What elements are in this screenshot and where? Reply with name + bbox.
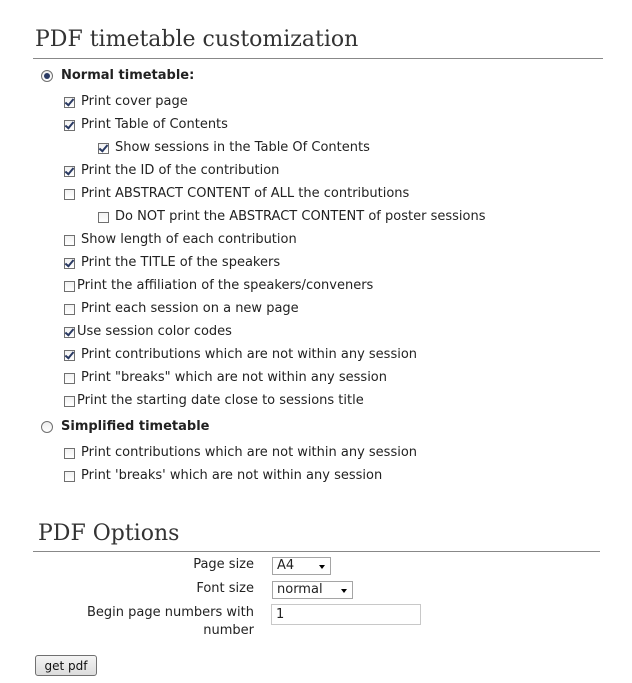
checkbox-icon (64, 189, 75, 200)
chevron-down-icon (319, 565, 325, 569)
simplified-timetable-label: Simplified timetable (61, 419, 210, 434)
checkbox-checked-icon (64, 120, 75, 131)
option-label: Print the starting date close to sessions title (77, 393, 364, 408)
option-label: Print contributions which are not within any session (81, 445, 418, 460)
begin-page-number-label: Begin page numbers with number (87, 605, 254, 638)
option-label: Print each session on a new page (81, 301, 299, 316)
option-label: Show length of each contribution (81, 232, 297, 247)
checkbox-checked-icon (64, 350, 75, 361)
checkbox-icon (64, 471, 75, 482)
checkbox-icon (64, 281, 75, 292)
option-label: Print "breaks" which are not within any session (81, 370, 388, 385)
title-divider (33, 58, 603, 59)
option-label: Print Table of Contents (81, 117, 228, 132)
simplified-option-breaks[interactable] (64, 467, 382, 485)
page-size-value: A4 (277, 558, 295, 573)
checkbox-checked-icon (64, 97, 75, 108)
checkbox-icon (64, 448, 75, 459)
simplified-option-contributions[interactable] (64, 444, 417, 462)
option-cover-page[interactable] (64, 93, 188, 111)
option-sessions-in-toc[interactable] (98, 139, 370, 157)
option-label: Print the TITLE of the speakers (81, 255, 281, 270)
option-label: Use session color codes (77, 324, 232, 339)
checkbox-checked-icon (64, 166, 75, 177)
begin-page-number-input[interactable] (271, 604, 421, 625)
option-breaks-outside-session[interactable] (64, 369, 387, 387)
font-size-value: normal (277, 582, 323, 597)
option-label: Print 'breaks' which are not within any session (81, 468, 383, 483)
option-speaker-affiliation[interactable] (64, 277, 373, 295)
option-table-of-contents[interactable] (64, 116, 228, 134)
option-contribution-length[interactable] (64, 231, 297, 249)
option-label: Print the affiliation of the speakers/conveners (77, 278, 374, 293)
simplified-timetable-radio[interactable] (41, 418, 209, 436)
page-title: PDF timetable customization (35, 27, 359, 52)
font-size-label: Font size (196, 581, 254, 596)
option-contribution-id[interactable] (64, 162, 279, 180)
radio-icon (41, 70, 53, 82)
page-size-select[interactable] (272, 557, 331, 575)
checkbox-icon (98, 212, 109, 223)
option-label: Print cover page (81, 94, 188, 109)
normal-timetable-label: Normal timetable: (61, 68, 195, 83)
normal-timetable-radio[interactable] (41, 67, 194, 85)
pdf-options-title: PDF Options (38, 521, 180, 546)
option-label: Print ABSTRACT CONTENT of ALL the contributions (81, 186, 410, 201)
checkbox-icon (64, 304, 75, 315)
option-session-color-codes[interactable] (64, 323, 232, 341)
option-session-new-page[interactable] (64, 300, 299, 318)
checkbox-icon (64, 373, 75, 384)
page-size-label: Page size (193, 557, 254, 572)
option-label: Print contributions which are not within any session (81, 347, 418, 362)
option-no-poster-abstract[interactable] (98, 208, 485, 226)
radio-icon (41, 421, 53, 433)
option-label: Show sessions in the Table Of Contents (115, 140, 370, 155)
checkbox-checked-icon (64, 258, 75, 269)
pdf-options-divider (33, 551, 600, 552)
chevron-down-icon (341, 589, 347, 593)
get-pdf-button[interactable]: get pdf (35, 655, 97, 676)
font-size-select[interactable] (272, 581, 353, 599)
option-abstract-content[interactable] (64, 185, 409, 203)
checkbox-icon (64, 235, 75, 246)
option-speaker-title[interactable] (64, 254, 280, 272)
checkbox-checked-icon (64, 327, 75, 338)
checkbox-checked-icon (98, 143, 109, 154)
option-starting-date[interactable] (64, 392, 364, 410)
option-label: Print the ID of the contribution (81, 163, 280, 178)
option-label: Do NOT print the ABSTRACT CONTENT of poster sessions (115, 209, 486, 224)
checkbox-icon (64, 396, 75, 407)
option-contributions-outside-session[interactable] (64, 346, 417, 364)
